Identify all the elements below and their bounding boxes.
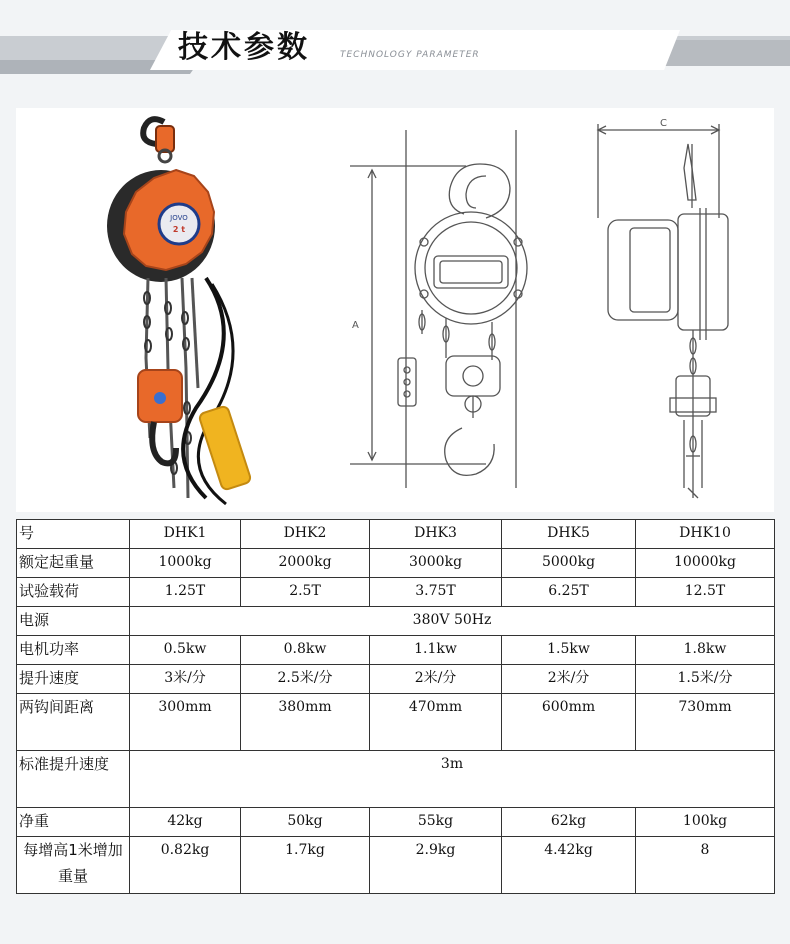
table-cell: 1.8kw bbox=[636, 636, 775, 665]
table-header-cell: DHK3 bbox=[370, 520, 502, 549]
row-label: 每增高1米增加重量 bbox=[17, 837, 130, 894]
dimension-c-label: C bbox=[660, 118, 667, 129]
product-figure bbox=[16, 108, 774, 512]
table-cell: 600mm bbox=[502, 694, 636, 751]
table-cell: 62kg bbox=[502, 808, 636, 837]
table-row bbox=[17, 549, 775, 578]
table-header-cell: DHK10 bbox=[636, 520, 775, 549]
table-cell: 0.8kw bbox=[241, 636, 370, 665]
header-banner bbox=[0, 0, 790, 100]
table-cell: 0.5kw bbox=[130, 636, 241, 665]
table-cell: 12.5T bbox=[636, 578, 775, 607]
table-cell: 2000kg bbox=[241, 549, 370, 578]
table-cell: 100kg bbox=[636, 808, 775, 837]
dimension-a-label: A bbox=[352, 320, 359, 331]
hoist-capacity-text: 2 t bbox=[172, 225, 186, 234]
table-row bbox=[17, 607, 775, 636]
row-label: 标准提升速度 bbox=[17, 751, 130, 808]
table-cell: 2米/分 bbox=[370, 665, 502, 694]
front-view-drawing bbox=[350, 130, 527, 488]
table-cell: 1.7kg bbox=[241, 837, 370, 894]
table-cell: 2.5米/分 bbox=[241, 665, 370, 694]
spec-table bbox=[16, 519, 775, 894]
table-cell: 0.82kg bbox=[130, 837, 241, 894]
table-cell: 1.5米/分 bbox=[636, 665, 775, 694]
product-illustration bbox=[16, 108, 774, 512]
table-cell: 6.25T bbox=[502, 578, 636, 607]
table-cell: 470mm bbox=[370, 694, 502, 751]
table-row bbox=[17, 578, 775, 607]
table-cell-merged: 380V 50Hz bbox=[130, 607, 775, 636]
table-cell: 42kg bbox=[130, 808, 241, 837]
table-header-cell: DHK1 bbox=[130, 520, 241, 549]
table-cell: 1000kg bbox=[130, 549, 241, 578]
side-view-drawing bbox=[598, 124, 728, 498]
table-cell: 55kg bbox=[370, 808, 502, 837]
section-subtitle: TECHNOLOGY PARAMETER bbox=[340, 50, 480, 60]
table-cell: 3000kg bbox=[370, 549, 502, 578]
table-row bbox=[17, 837, 775, 894]
table-row bbox=[17, 636, 775, 665]
table-cell: 3.75T bbox=[370, 578, 502, 607]
table-row bbox=[17, 694, 775, 751]
row-label: 提升速度 bbox=[17, 665, 130, 694]
table-cell: 300mm bbox=[130, 694, 241, 751]
table-row bbox=[17, 665, 775, 694]
row-label: 电机功率 bbox=[17, 636, 130, 665]
table-cell: 380mm bbox=[241, 694, 370, 751]
table-cell: 730mm bbox=[636, 694, 775, 751]
table-cell: 1.5kw bbox=[502, 636, 636, 665]
table-cell: 5000kg bbox=[502, 549, 636, 578]
table-row bbox=[17, 808, 775, 837]
table-cell: 1.25T bbox=[130, 578, 241, 607]
row-label: 电源 bbox=[17, 607, 130, 636]
table-cell: 8 bbox=[636, 837, 775, 894]
table-cell: 50kg bbox=[241, 808, 370, 837]
row-label: 额定起重量 bbox=[17, 549, 130, 578]
table-header-cell: DHK2 bbox=[241, 520, 370, 549]
row-label: 净重 bbox=[17, 808, 130, 837]
table-header-cell: 号 bbox=[17, 520, 130, 549]
table-row bbox=[17, 751, 775, 808]
table-cell: 2.5T bbox=[241, 578, 370, 607]
section-title: 技术参数 bbox=[178, 30, 310, 65]
banner-stripe-right bbox=[660, 40, 790, 66]
hoist-brand-text: JOVO bbox=[170, 214, 188, 222]
table-cell: 2米/分 bbox=[502, 665, 636, 694]
row-label: 试验载荷 bbox=[17, 578, 130, 607]
table-cell-merged: 3m bbox=[130, 751, 775, 808]
table-header-row bbox=[17, 520, 775, 549]
table-cell: 4.42kg bbox=[502, 837, 636, 894]
table-cell: 3米/分 bbox=[130, 665, 241, 694]
table-cell: 2.9kg bbox=[370, 837, 502, 894]
table-cell: 1.1kw bbox=[370, 636, 502, 665]
table-header-cell: DHK5 bbox=[502, 520, 636, 549]
table-cell: 10000kg bbox=[636, 549, 775, 578]
row-label: 两钩间距离 bbox=[17, 694, 130, 751]
hoist-photo bbox=[107, 119, 252, 504]
